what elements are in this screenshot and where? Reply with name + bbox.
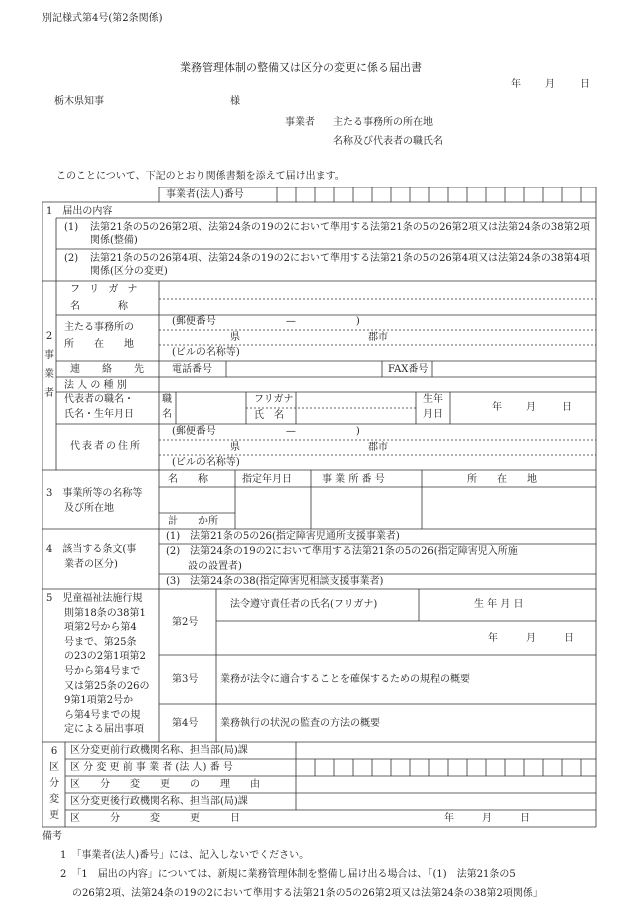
honorific: 様 <box>230 96 240 107</box>
corp-number-digit[interactable] <box>391 187 410 202</box>
corp-number-digit[interactable] <box>372 187 391 202</box>
birth-label-l1: 生年 <box>423 394 443 405</box>
section5-title-line: 5 児童福祉法施行規 <box>46 593 143 604</box>
section6-side-char: 変 <box>49 794 59 805</box>
section6-side-label <box>47 744 61 824</box>
section5-title <box>46 592 149 738</box>
col-location-header: 所 在 地 <box>467 474 537 485</box>
mei-label: 名 <box>162 409 172 420</box>
compliance-birth-month: 月 <box>526 633 536 644</box>
category-item1[interactable]: (1) 法第21条の5の26(指定障害児通所支援事業者) <box>166 531 400 542</box>
section5-title-line: 号まで、第25条 <box>64 636 137 648</box>
main-office-address-label: 主たる事務所の所在地 <box>333 117 433 128</box>
change-date-year: 年 <box>444 813 454 824</box>
prior-agency-label: 区分変更前行政機関名称、担当部(局)課 <box>70 745 248 756</box>
section5-title-line: 項第2号から第4 <box>64 622 137 634</box>
notice-item2-number: (2) <box>64 253 79 264</box>
section2-side-char: 者 <box>44 388 54 399</box>
note-1: 1 「事業者(法人)番号」には、記入しないでください。 <box>60 850 310 861</box>
contact-label: 連 絡 先 <box>70 364 150 375</box>
operator-label: 事業者 <box>285 117 315 128</box>
phone-label: 電話番号 <box>172 364 212 375</box>
item-no4-label: 第4号 <box>172 718 199 729</box>
col-name-header: 名 称 <box>168 474 208 485</box>
note-2-line2: の26第2項、法第24条の19の2において準用する法第21条の5の26第2項又は法第24条の38第2項関係」 <box>72 888 543 899</box>
birth-label-l2: 月日 <box>423 409 443 420</box>
change-date-day: 日 <box>520 813 530 824</box>
representative-label-l2: 氏名・生年月日 <box>64 409 134 420</box>
section4-title-l2: 業者の区分) <box>64 559 118 570</box>
audit-method-text: 業務執行の状況の監査の方法の概要 <box>220 718 380 729</box>
notes-title: 備考 <box>42 831 62 842</box>
prefecture-field[interactable]: 県 <box>230 332 240 343</box>
category-item3[interactable]: (3) 法第24条の38(指定障害児相談支援事業者) <box>166 576 384 587</box>
section3-title-l2: 及び所在地 <box>64 503 114 514</box>
section4-title-l1: 4 該当する条文(事 <box>46 544 137 555</box>
corp-number-digit[interactable] <box>467 187 486 202</box>
district-field[interactable]: 郡市 <box>368 332 388 343</box>
date-month: 月 <box>545 79 555 90</box>
section5-title-line: 則第18条の38第1 <box>64 607 146 619</box>
section1-title: 1 届出の内容 <box>46 206 113 217</box>
main-office-label-l2: 所 在 地 <box>64 339 134 350</box>
section5-title-line: 定による届出事項 <box>64 724 144 736</box>
rep-furigana-label: フリガナ <box>254 394 294 405</box>
notice-item2-text[interactable]: 法第21条の5の26第4項、法第24条の19の2において準用する法第21条の5の26第4項又は法第24条の38第4項関係(区分の変更) <box>90 253 590 277</box>
category-item2-l1[interactable]: (2) 法第24条の19の2において準用する法第21条の5の26(指定障害児入所施 <box>166 546 518 557</box>
section6-side-char: 6 <box>50 746 58 757</box>
corp-number-digit[interactable] <box>524 187 543 202</box>
section5-title-line: ら第4号までの規 <box>64 709 141 721</box>
compliance-officer-label: 法令遵守責任者の氏名(フリガナ) <box>230 599 378 610</box>
name-label: 名 称 <box>70 301 134 312</box>
shoku-label: 職 <box>162 394 172 405</box>
birth-day: 日 <box>562 402 572 413</box>
corp-number-digit[interactable] <box>505 187 524 202</box>
corp-number-label: 事業者(法人)番号 <box>166 189 244 200</box>
section2-side-char: 事 <box>44 350 54 361</box>
intro-text: このことについて、下記のとおり関係書類を添えて届け出ます。 <box>56 171 345 182</box>
corp-number-digit[interactable] <box>562 187 581 202</box>
furigana-label: フ リ ガ ナ <box>70 284 141 295</box>
prior-corp-number-label: 区 分 変 更 前 事 業 者 (法 人) 番 号 <box>70 762 233 773</box>
item-no2-label: 第2号 <box>172 617 199 628</box>
corp-number-digit[interactable] <box>429 187 448 202</box>
corp-number-digit[interactable] <box>277 187 296 202</box>
birth-month: 月 <box>526 402 536 413</box>
section2-side-label <box>42 327 56 403</box>
change-reason-label: 区 分 変 更 の 理 由 <box>70 779 260 790</box>
section2-side-char: 2 <box>45 331 53 342</box>
change-date-label: 区 分 変 更 日 <box>70 813 240 824</box>
compliance-birth-label: 生 年 月 日 <box>474 599 524 610</box>
rep-postal-code-field[interactable]: (郵便番号 — ) <box>172 426 360 437</box>
main-office-label-l1: 主たる事務所の <box>64 322 134 333</box>
rep-building-name-field[interactable]: (ビルの名称等) <box>172 457 240 468</box>
section6-side-char: 更 <box>49 810 59 821</box>
section2-side-char: 業 <box>44 369 54 380</box>
form-number: 別記様式第4号(第2条関係) <box>42 13 163 24</box>
section5-title-line: の23の2第1項第2 <box>64 651 146 663</box>
representative-name-label: 名称及び代表者の職氏名 <box>333 136 443 147</box>
section5-title-line: 号から第4号まで <box>64 665 141 677</box>
postal-code-field[interactable]: (郵便番号 — ) <box>172 316 360 327</box>
rep-prefecture-field[interactable]: 県 <box>230 442 240 453</box>
col-date-header: 指定年月日 <box>242 474 292 485</box>
compliance-rules-text: 業務が法令に適合することを確保するための規程の概要 <box>220 674 470 685</box>
addressee: 栃木県知事 <box>54 96 104 107</box>
corp-number-digit[interactable] <box>315 187 334 202</box>
corp-number-digit[interactable] <box>448 187 467 202</box>
birth-year: 年 <box>492 402 502 413</box>
office-total: 計 か所 <box>168 516 218 527</box>
category-item2-l2: 設の設置者) <box>188 561 242 572</box>
section6-side-char: 区 <box>49 762 59 773</box>
corp-number-digit[interactable] <box>353 187 372 202</box>
section5-title-line: 又は第25条の26の <box>64 680 150 692</box>
col-office-number-header: 事 業 所 番 号 <box>322 474 385 485</box>
section3-title-l1: 3 事業所等の名称等 <box>46 488 143 499</box>
corp-number-digit[interactable] <box>410 187 429 202</box>
compliance-birth-day: 日 <box>564 633 574 644</box>
rep-name-label: 氏 名 <box>254 410 284 421</box>
representative-label-l1: 代表者の職名・ <box>64 394 134 405</box>
corp-number-digit[interactable] <box>296 187 315 202</box>
corp-number-digit[interactable] <box>581 187 596 202</box>
fax-label: FAX番号 <box>388 364 429 375</box>
notice-item1-number: (1) <box>64 222 79 233</box>
building-name-field[interactable]: (ビルの名称等) <box>172 347 240 358</box>
date-year: 年 <box>511 79 521 90</box>
new-agency-label: 区分変更後行政機関名称、担当部(局)課 <box>70 796 248 807</box>
corp-number-digit[interactable] <box>486 187 505 202</box>
rep-address-label: 代表者の住所 <box>70 441 142 452</box>
section6-side-char: 分 <box>49 778 59 789</box>
change-date-month: 月 <box>482 813 492 824</box>
compliance-birth-year: 年 <box>488 633 498 644</box>
rep-district-field[interactable]: 郡市 <box>368 442 388 453</box>
note-2-line1: 2 「1 届出の内容」については、新規に業務管理体制を整備し届け出る場合は、「(1) 法第21条の5 <box>60 869 516 880</box>
corp-number-digit[interactable] <box>334 187 353 202</box>
corp-number-digit[interactable] <box>543 187 562 202</box>
notice-item1-text[interactable]: 法第21条の5の26第2項、法第24条の19の2において準用する法第21条の5の26第2項又は法第24条の38第2項関係(整備) <box>90 222 590 246</box>
application-form-table <box>42 187 597 828</box>
date-day: 日 <box>580 79 590 90</box>
corp-type-label: 法 人 の 種 別 <box>64 380 127 391</box>
item-no3-label: 第3号 <box>172 674 199 685</box>
page-title: 業務管理体制の整備又は区分の変更に係る届出書 <box>180 61 422 74</box>
section5-title-line: 9第1項第2号か <box>64 695 134 707</box>
